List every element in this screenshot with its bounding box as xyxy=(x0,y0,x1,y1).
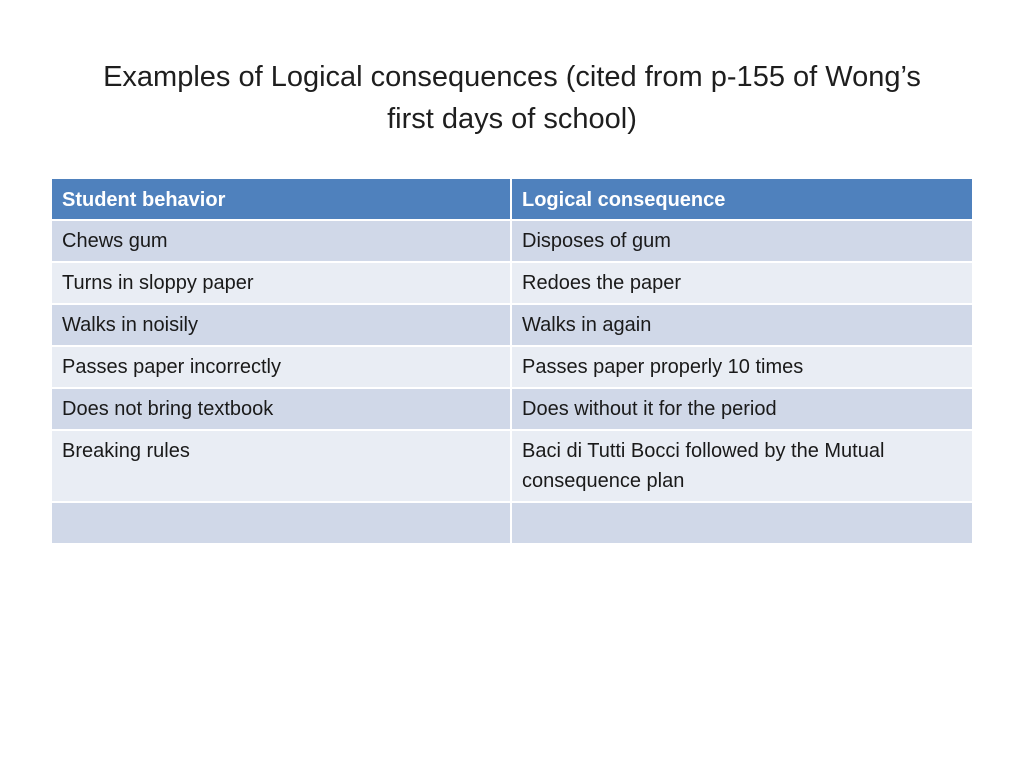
cell-consequence: Redoes the paper xyxy=(512,263,972,305)
cell-consequence: Does without it for the period xyxy=(512,389,972,431)
cell-behavior: Does not bring textbook xyxy=(52,389,512,431)
cell-behavior: Turns in sloppy paper xyxy=(52,263,512,305)
cell-consequence: Walks in again xyxy=(512,305,972,347)
table-row xyxy=(52,305,972,347)
table-row xyxy=(52,221,972,263)
cell-consequence xyxy=(512,503,972,545)
header-student-behavior: Student behavior xyxy=(52,179,512,221)
cell-consequence: Passes paper properly 10 times xyxy=(512,347,972,389)
consequences-table xyxy=(52,179,972,545)
table-header-row xyxy=(52,179,972,221)
table-row xyxy=(52,431,972,503)
header-logical-consequence: Logical consequence xyxy=(512,179,972,221)
cell-consequence: Baci di Tutti Bocci followed by the Mutual consequence plan xyxy=(512,431,972,503)
cell-behavior: Passes paper incorrectly xyxy=(52,347,512,389)
cell-behavior: Chews gum xyxy=(52,221,512,263)
slide-title-line-2: first days of school) xyxy=(387,103,637,135)
cell-behavior: Walks in noisily xyxy=(52,305,512,347)
slide-title xyxy=(60,56,964,140)
table-row xyxy=(52,347,972,389)
table-row-empty xyxy=(52,503,972,545)
cell-consequence: Disposes of gum xyxy=(512,221,972,263)
table-row xyxy=(52,263,972,305)
table-row xyxy=(52,389,972,431)
cell-behavior xyxy=(52,503,512,545)
cell-behavior: Breaking rules xyxy=(52,431,512,503)
slide-title-line-1: Examples of Logical consequences (cited from p-155 of Wong’s xyxy=(103,61,921,93)
